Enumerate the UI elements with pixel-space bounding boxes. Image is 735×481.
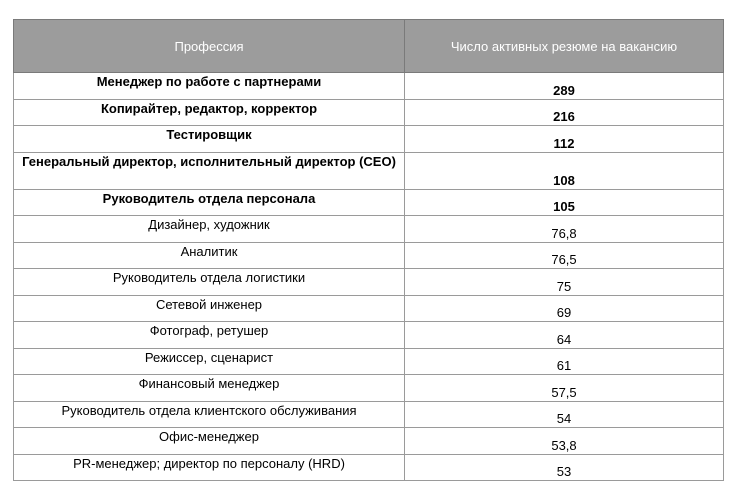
table-row xyxy=(14,269,724,296)
table-row xyxy=(14,348,724,375)
table-row xyxy=(14,454,724,481)
table-row xyxy=(14,189,724,216)
profession-cell: Режиссер, сценарист xyxy=(14,348,405,375)
profession-cell: PR-менеджер; директор по персоналу (HRD) xyxy=(14,454,405,481)
value-cell: 76,8 xyxy=(405,216,724,243)
value-cell: 57,5 xyxy=(405,375,724,402)
value-cell: 105 xyxy=(405,189,724,216)
profession-cell: Руководитель отдела персонала xyxy=(14,189,405,216)
table-row xyxy=(14,73,724,100)
value-cell: 53,8 xyxy=(405,428,724,455)
value-cell: 108 xyxy=(405,152,724,189)
value-cell: 54 xyxy=(405,401,724,428)
value-cell: 216 xyxy=(405,99,724,126)
profession-cell: Офис-менеджер xyxy=(14,428,405,455)
table-body xyxy=(14,73,724,481)
table-row xyxy=(14,428,724,455)
column-header-value: Число активных резюме на вакансию xyxy=(405,20,724,73)
profession-cell: Копирайтер, редактор, корректор xyxy=(14,99,405,126)
table-row xyxy=(14,152,724,189)
table-row xyxy=(14,295,724,322)
value-cell: 112 xyxy=(405,126,724,153)
profession-cell: Руководитель отдела логистики xyxy=(14,269,405,296)
profession-cell: Финансовый менеджер xyxy=(14,375,405,402)
profession-cell: Фотограф, ретушер xyxy=(14,322,405,349)
resume-table-container xyxy=(13,19,723,481)
table-row xyxy=(14,242,724,269)
profession-cell: Руководитель отдела клиентского обслуживания xyxy=(14,401,405,428)
profession-cell: Менеджер по работе с партнерами xyxy=(14,73,405,100)
value-cell: 64 xyxy=(405,322,724,349)
column-header-profession: Профессия xyxy=(14,20,405,73)
profession-cell: Генеральный директор, исполнительный директор (CEO) xyxy=(14,152,405,189)
profession-cell: Аналитик xyxy=(14,242,405,269)
value-cell: 289 xyxy=(405,73,724,100)
table-row xyxy=(14,126,724,153)
table-row xyxy=(14,375,724,402)
value-cell: 53 xyxy=(405,454,724,481)
table-row xyxy=(14,99,724,126)
value-cell: 61 xyxy=(405,348,724,375)
value-cell: 69 xyxy=(405,295,724,322)
table-row xyxy=(14,322,724,349)
table-header-row xyxy=(14,20,724,73)
profession-cell: Сетевой инженер xyxy=(14,295,405,322)
table-row xyxy=(14,216,724,243)
value-cell: 75 xyxy=(405,269,724,296)
resume-table xyxy=(13,19,724,481)
profession-cell: Тестировщик xyxy=(14,126,405,153)
table-row xyxy=(14,401,724,428)
value-cell: 76,5 xyxy=(405,242,724,269)
profession-cell: Дизайнер, художник xyxy=(14,216,405,243)
